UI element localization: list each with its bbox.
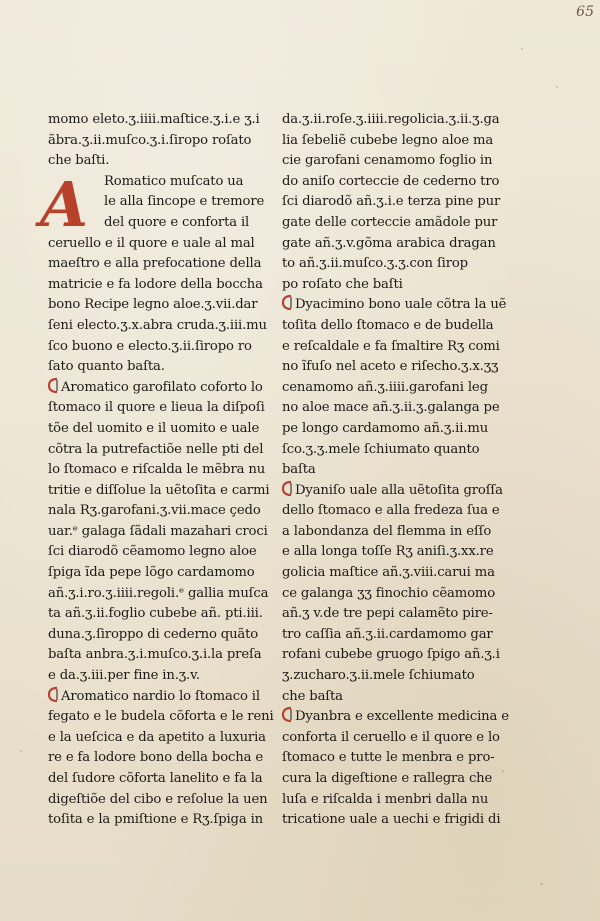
text-line: cenamomo añ.ʒ.iiii.garofani leg xyxy=(282,379,488,395)
text-line: ſeni electo.ʒ.x.abra cruda.ʒ.iii.mu xyxy=(48,317,267,333)
text-line: ſpiga ĩda pepe lõgo cardamomo xyxy=(48,565,255,581)
text-line: matricie e fa lodore della boccha xyxy=(48,276,263,292)
text-line: e reſcaldale e fa ſmaltire Rʒ comi xyxy=(282,338,500,354)
text-line: tõe del uomito e il uomito e uale xyxy=(48,420,260,436)
drop-cap-initial: A xyxy=(40,167,88,241)
text-line: da.ʒ.ii.roſe.ʒ.iiii.regolicia.ʒ.ii.ʒ.ga xyxy=(282,112,500,127)
paragraph-mark-icon xyxy=(282,481,293,496)
left-column xyxy=(40,110,274,831)
paper-speck xyxy=(540,883,543,885)
text-line: che baſti. xyxy=(48,153,110,169)
text-line: fegato e le budela cõforta e le reni xyxy=(48,709,274,725)
text-line: Romatico muſcato ua xyxy=(104,173,244,189)
text-line: lia ſebeliẽ cubebe legno aloe ma xyxy=(282,132,494,148)
right-column xyxy=(282,110,509,831)
text-line: duna.ʒ.ſiroppo di cederno quãto xyxy=(48,626,259,642)
text-line: ãbra.ʒ.ii.muſco.ʒ.i.ſiropo roſato xyxy=(48,132,252,148)
text-line: no aloe mace añ.ʒ.ii.ʒ.galanga pe xyxy=(282,400,500,416)
paragraph-mark-icon xyxy=(48,687,59,702)
text-line: momo eleto.ʒ.iiii.maſtice.ʒ.i.e ʒ.i xyxy=(48,112,260,127)
text-line: tritie e diſſolue la uẽtoſita e carmi xyxy=(48,482,270,498)
text-line: Dyacimino bono uale cõtra la uẽ xyxy=(282,295,474,316)
text-line: cura la digeſtione e rallegra che xyxy=(282,771,493,786)
text-line: uar.ᵉ galaga ſãdali mazahari croci xyxy=(48,523,268,539)
text-line: do aniſo corteccie de cederno tro xyxy=(282,173,500,189)
text-line: baſta xyxy=(282,462,316,478)
text-line: conforta il ceruello e il quore e lo xyxy=(282,729,500,745)
text-line: le alla ſincope e tremore xyxy=(104,194,265,210)
text-line: e alla longa toſſe Rʒ aniſi.ʒ.xx.re xyxy=(282,544,494,560)
text-line: añ.ʒ v.de tre pepi calamẽto pire- xyxy=(282,606,493,622)
text-line: tro caſſia añ.ʒ.ii.cardamomo gar xyxy=(282,626,493,642)
text-line: ſtomaco e tutte le menbra e pro- xyxy=(282,750,495,766)
text-line: re e fa lodore bono della bocha e xyxy=(48,750,263,766)
text-line: e da.ʒ.iii.per fine in.ʒ.v. xyxy=(48,668,200,684)
text-line: gate añ.ʒ.v.gõma arabica dragan xyxy=(282,235,496,251)
text-line: toſita e la pmiſtione e Rʒ.ſpiga in xyxy=(48,812,264,828)
text-line: ʒ.zucharo.ʒ.ii.mele ſchiumato xyxy=(282,668,475,684)
text-line: ta añ.ʒ.ii.foglio cubebe añ. pti.iii. xyxy=(48,606,263,622)
text-line: a labondanza del flemma in eſſo xyxy=(282,523,492,539)
folio-number: 65 xyxy=(576,4,594,20)
paper-speck xyxy=(20,750,22,752)
text-line: ſco buono e electo.ʒ.ii.ſiropo ro xyxy=(48,338,252,354)
text-line: Dyanbra e excellente medicina e xyxy=(282,707,474,728)
text-line: pe longo cardamomo añ.ʒ.ii.mu xyxy=(282,420,489,436)
text-line: rofani cubebe gruogo ſpigo añ.ʒ.i xyxy=(282,647,500,663)
paper-speck xyxy=(521,48,523,50)
initial-paragraph xyxy=(40,167,265,241)
text-line: Aromatico nardio lo ſtomaco il xyxy=(48,687,250,708)
text-line: ceruello e il quore e uale al mal xyxy=(48,235,255,251)
text-line: to añ.ʒ.ii.muſco.ʒ.ʒ.con ſirop xyxy=(282,256,468,272)
text-line: ſco.ʒ.ʒ.mele ſchiumato quanto xyxy=(282,441,480,457)
text-line: po roſato che baſti xyxy=(282,276,403,292)
text-line: del ſudore cõforta lanelito e fa la xyxy=(48,771,263,786)
text-line: ſci diarodõ añ.ʒ.i.e terza pine pur xyxy=(282,194,501,210)
text-line: tricatione uale a uechi e frigidi di xyxy=(282,812,501,828)
text-line: che baſta xyxy=(282,688,343,704)
text-line: gate delle corteccie amãdole pur xyxy=(282,214,498,230)
paragraph-mark-icon xyxy=(282,707,293,722)
text-line: cõtra la putrefactiõe nelle pti del xyxy=(48,441,264,457)
text-line: ce galanga ʒʒ finochio cẽamomo xyxy=(282,585,496,601)
text-line: toſita dello ſtomaco e de budella xyxy=(282,317,494,333)
text-line: bono Recipe legno aloe.ʒ.vii.dar xyxy=(48,297,258,313)
text-line: añ.ʒ.i.ro.ʒ.iiii.regoli.ᵉ gallia muſca xyxy=(48,585,269,601)
paragraph-mark-icon xyxy=(48,378,59,393)
text-line: ſci diarodõ cẽamomo legno aloe xyxy=(48,544,257,560)
text-line: Dyaniſo uale alla uẽtoſita groſſa xyxy=(282,481,474,502)
text-line: lo ſtomaco e riſcalda le mẽbra nu xyxy=(48,462,266,478)
text-line: del quore e conforta il xyxy=(104,214,250,230)
text-line: maeſtro e alla prefocatione della xyxy=(48,256,262,272)
text-line: dello ſtomaco e alla fredeza ſua e xyxy=(282,503,500,519)
text-line: ſato quanto baſta. xyxy=(48,359,165,375)
text-line: Aromatico garofilato coforto lo xyxy=(48,378,250,399)
text-line: luſa e riſcalda i menbri dalla nu xyxy=(282,791,489,807)
text-line: e la ueſcica e da apetito a luxuria xyxy=(48,729,266,745)
text-line: digeſtiõe del cibo e reſolue la uen xyxy=(48,791,268,807)
paper-speck xyxy=(556,86,558,88)
text-line: no ĩfuſo nel aceto e riſecho.ʒ.x.ʒʒ xyxy=(282,359,499,375)
paragraph-mark-icon xyxy=(282,295,293,310)
text-line: ſtomaco il quore e lieua la diſpoſi xyxy=(48,400,265,416)
text-line: golicia maſtice añ.ʒ.viii.carui ma xyxy=(282,565,495,581)
paper-speck xyxy=(502,770,504,772)
text-line: baſta anbra.ʒ.i.muſco.ʒ.i.la preſa xyxy=(48,647,262,663)
text-line: cie garofani cenamomo foglio in xyxy=(282,153,493,169)
text-line: nala Rʒ.garofani.ʒ.vii.mace çedo xyxy=(48,503,261,519)
